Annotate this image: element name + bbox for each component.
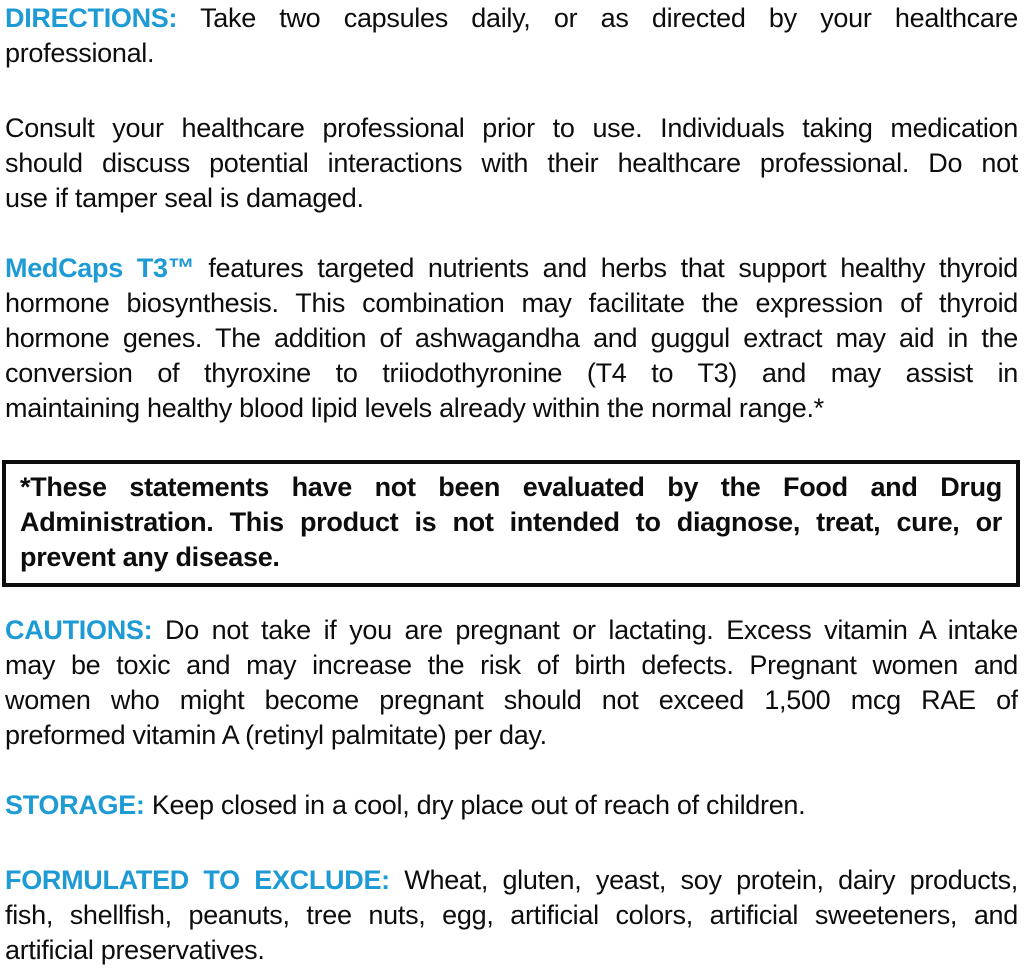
section-cautions <box>5 613 1018 753</box>
medcaps-text: features targeted nutrients and herbs that support healthy thyroid <box>208 253 1018 283</box>
exclude-line <box>5 863 1018 898</box>
medcaps-line: maintaining healthy blood lipid levels already within the normal range.* <box>5 393 824 423</box>
medcaps-line: hormone biosynthesis. This combination may facilitate the expression of thyroid <box>5 288 1018 318</box>
medcaps-line: conversion of thyroxine to triiodothyronine (T4 to T3) and may assist in <box>5 358 1018 388</box>
storage-line <box>5 788 1018 823</box>
cautions-line: preformed vitamin A (retinyl palmitate) per day. <box>5 720 547 750</box>
section-formulated-to-exclude <box>5 863 1018 968</box>
cautions-line: women who might become pregnant should not exceed 1,500 mcg RAE of <box>5 685 1018 715</box>
storage-text: Keep closed in a cool, dry place out of reach of children. <box>151 790 806 820</box>
cautions-line: may be toxic and may increase the risk of birth defects. Pregnant women and <box>5 650 1018 680</box>
exclude-line: fish, shellfish, peanuts, tree nuts, egg, artificial colors, artificial sweeteners, and <box>5 900 1018 930</box>
directions-line: professional. <box>5 38 155 68</box>
section-consult-warning <box>5 111 1018 216</box>
fda-disclaimer-box <box>2 460 1020 587</box>
directions-line <box>5 1 1018 36</box>
cautions-heading: CAUTIONS: <box>5 615 153 645</box>
medcaps-brand: MedCaps T3™ <box>5 253 195 283</box>
directions-heading: DIRECTIONS: <box>5 3 178 33</box>
fda-disclaimer-line: *These statements have not been evaluated by the Food and Drug <box>20 472 1002 502</box>
directions-text: Take two capsules daily, or as directed by your healthcare <box>200 3 1018 33</box>
cautions-text: Do not take if you are pregnant or lactating. Excess vitamin A intake <box>165 615 1018 645</box>
consult-line: should discuss potential interactions with their healthcare professional. Do not <box>5 148 1018 178</box>
section-storage <box>5 788 1018 823</box>
medcaps-line: hormone genes. The addition of ashwagandha and guggul extract may aid in the <box>5 323 1018 353</box>
section-medcaps-description <box>5 251 1018 426</box>
storage-heading: STORAGE: <box>5 790 145 820</box>
exclude-text: Wheat, gluten, yeast, soy protein, dairy products, <box>404 865 1018 895</box>
consult-line: Consult your healthcare professional prior to use. Individuals taking medication <box>5 113 1018 143</box>
fda-disclaimer-line: prevent any disease. <box>20 542 280 572</box>
fda-disclaimer-line: Administration. This product is not intended to diagnose, treat, cure, or <box>20 507 1002 537</box>
exclude-line: artificial preservatives. <box>5 935 265 965</box>
exclude-heading: FORMULATED TO EXCLUDE: <box>5 865 390 895</box>
consult-line: use if tamper seal is damaged. <box>5 183 364 213</box>
cautions-line <box>5 613 1018 648</box>
section-directions <box>5 1 1018 71</box>
medcaps-line <box>5 251 1018 286</box>
